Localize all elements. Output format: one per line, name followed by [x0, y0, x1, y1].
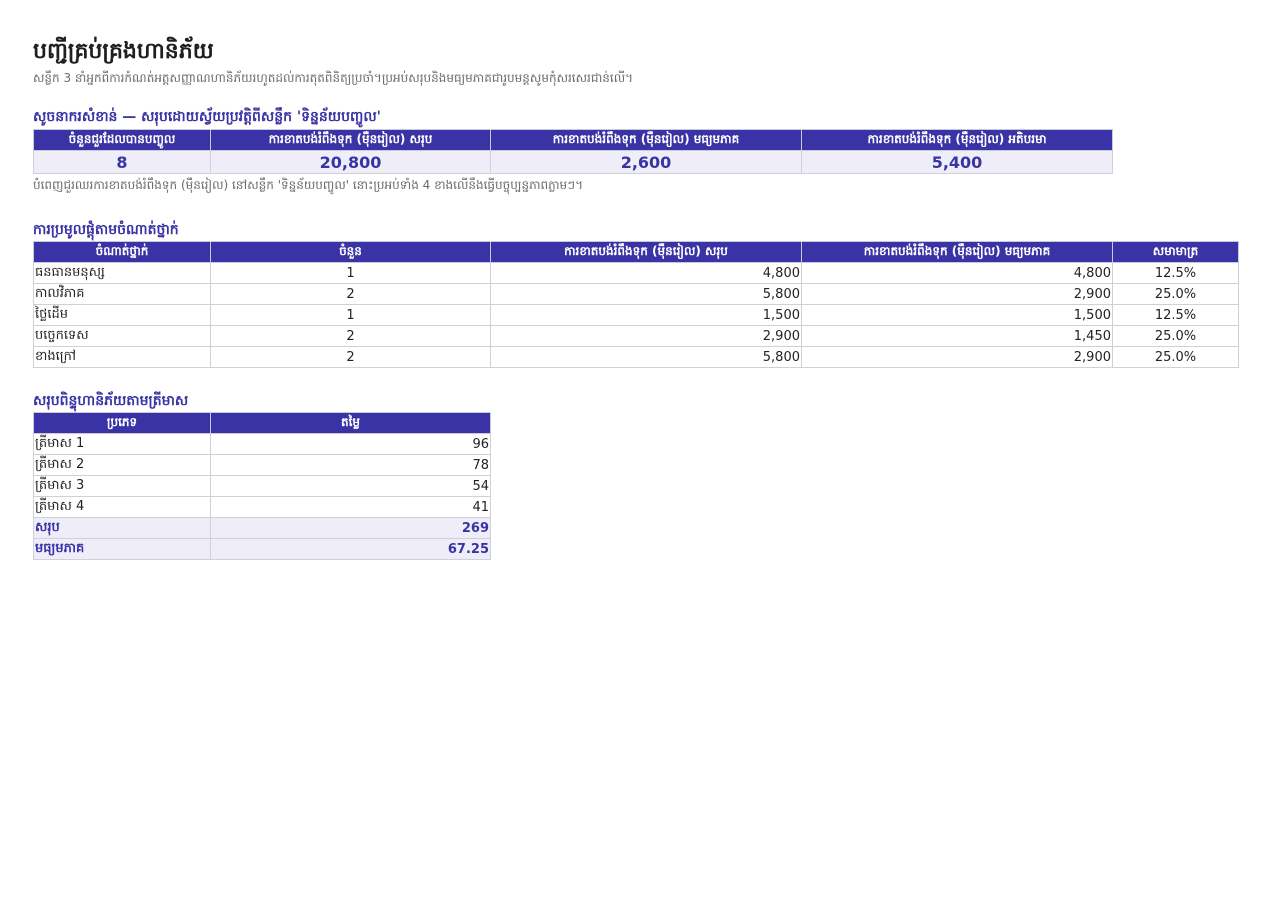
kpi-header-cell[interactable]: ការខាតបង់រំពឹងទុក (ម៉ឺនរៀល) អតិបរមា	[802, 130, 1113, 151]
average-loss-cell[interactable]: 1,500	[802, 305, 1113, 326]
kpi-header-cell[interactable]: ចំនួនជួរដែលបានបញ្ចូល	[34, 130, 211, 151]
table-row	[34, 476, 491, 497]
kpi-header-cell[interactable]: ការខាតបង់រំពឹងទុក (ម៉ឺនរៀល) សរុប	[211, 130, 491, 151]
distribution-header-cell[interactable]: ការខាតបង់រំពឹងទុក (ម៉ឺនរៀល) សរុប	[491, 242, 802, 263]
kpi-section-title: សូចនាករសំខាន់ — សរុបដោយស្វ័យប្រវត្តិពីសន្លឹក 'ទិន្នន័យបញ្ចូល'	[33, 109, 381, 125]
table-row	[34, 263, 1239, 284]
kpi-average-loss-cell[interactable]: 2,600	[491, 151, 802, 174]
table-row	[34, 326, 1239, 347]
average-loss-cell[interactable]: 1,450	[802, 326, 1113, 347]
total-loss-cell[interactable]: 5,800	[491, 347, 802, 368]
average-loss-cell[interactable]: 2,900	[802, 347, 1113, 368]
page-title: បញ្ជីគ្រប់គ្រងហានិភ័យ	[33, 39, 214, 64]
category-cell[interactable]: ថ្លៃដើម	[34, 305, 211, 326]
ratio-cell[interactable]: 25.0%	[1113, 284, 1239, 305]
total-loss-cell[interactable]: 1,500	[491, 305, 802, 326]
average-loss-cell[interactable]: 2,900	[802, 284, 1113, 305]
total-loss-cell[interactable]: 5,800	[491, 284, 802, 305]
total-loss-cell[interactable]: 4,800	[491, 263, 802, 284]
count-cell[interactable]: 1	[211, 263, 491, 284]
distribution-header-cell[interactable]: ការខាតបង់រំពឹងទុក (ម៉ឺនរៀល) មធ្យមភាគ	[802, 242, 1113, 263]
kpi-note: បំពេញជួរឈរការខាតបង់រំពឹងទុក (ម៉ឺនរៀល) នៅសន្លឹក 'ទិន្នន័យបញ្ចូល' នោះប្រអប់ទាំង 4 ខាងលើនឹងធ្វើបច្ចុប្បន្នភាពភ្លាមៗ។	[33, 178, 583, 192]
distribution-section-title: ការប្រមូលផ្តុំតាមចំណាត់ថ្នាក់	[33, 222, 179, 238]
distribution-header-row	[34, 242, 1239, 263]
quarterly-header-cell[interactable]: តម្លៃ	[211, 413, 491, 434]
ratio-cell[interactable]: 25.0%	[1113, 347, 1239, 368]
quarterly-header-row	[34, 413, 491, 434]
quarter-label-cell[interactable]: ត្រីមាស 4	[34, 497, 211, 518]
count-cell[interactable]: 1	[211, 305, 491, 326]
quarterly-section	[33, 392, 1272, 560]
total-loss-cell[interactable]: 2,900	[491, 326, 802, 347]
table-row	[34, 434, 491, 455]
table-row	[34, 455, 491, 476]
distribution-header-cell[interactable]: ចំណាត់ថ្នាក់	[34, 242, 211, 263]
ratio-cell[interactable]: 25.0%	[1113, 326, 1239, 347]
kpi-header-row	[34, 130, 1113, 151]
quarterly-section-title: សរុបពិន្ទុហានិភ័យតាមត្រីមាស	[33, 393, 189, 409]
average-value-cell[interactable]: 67.25	[211, 539, 491, 560]
count-cell[interactable]: 2	[211, 347, 491, 368]
table-row	[34, 347, 1239, 368]
count-cell[interactable]: 2	[211, 284, 491, 305]
distribution-header-cell[interactable]: សមាមាត្រ	[1113, 242, 1239, 263]
count-cell[interactable]: 2	[211, 326, 491, 347]
total-value-cell[interactable]: 269	[211, 518, 491, 539]
page-subtitle: សន្លឹក 3 នាំអ្នកពីការកំណត់អត្តសញ្ញាណហានិភ័យរហូតដល់ការតុតពិនិត្យប្រចាំ។ប្រអប់សរុបនិងមធ្យមភាគជារូបមន្តសូមកុំសរសេរជាន់លើ។	[33, 71, 634, 85]
total-row	[34, 518, 491, 539]
kpi-total-loss-cell[interactable]: 20,800	[211, 151, 491, 174]
table-row	[34, 284, 1239, 305]
quarter-value-cell[interactable]: 41	[211, 497, 491, 518]
kpi-section	[33, 108, 1272, 193]
table-row	[34, 497, 491, 518]
category-cell[interactable]: ធនធានមនុស្ស	[34, 263, 211, 284]
average-label-cell[interactable]: មធ្យមភាគ	[34, 539, 211, 560]
quarter-value-cell[interactable]: 78	[211, 455, 491, 476]
category-cell[interactable]: បច្ចេកទេស	[34, 326, 211, 347]
kpi-rows-entered-cell[interactable]: 8	[34, 151, 211, 174]
ratio-cell[interactable]: 12.5%	[1113, 263, 1239, 284]
kpi-table	[33, 129, 1113, 174]
quarter-label-cell[interactable]: ត្រីមាស 1	[34, 434, 211, 455]
distribution-table	[33, 241, 1239, 368]
distribution-section	[33, 221, 1272, 368]
distribution-header-cell[interactable]: ចំនួន	[211, 242, 491, 263]
quarter-value-cell[interactable]: 54	[211, 476, 491, 497]
quarter-value-cell[interactable]: 96	[211, 434, 491, 455]
quarterly-header-cell[interactable]: ប្រភេទ	[34, 413, 211, 434]
average-loss-cell[interactable]: 4,800	[802, 263, 1113, 284]
category-cell[interactable]: ខាងក្រៅ	[34, 347, 211, 368]
kpi-header-cell[interactable]: ការខាតបង់រំពឹងទុក (ម៉ឺនរៀល) មធ្យមភាគ	[491, 130, 802, 151]
ratio-cell[interactable]: 12.5%	[1113, 305, 1239, 326]
quarterly-table	[33, 412, 491, 560]
total-label-cell[interactable]: សរុប	[34, 518, 211, 539]
quarter-label-cell[interactable]: ត្រីមាស 3	[34, 476, 211, 497]
table-row	[34, 305, 1239, 326]
kpi-value-row	[34, 151, 1113, 174]
quarter-label-cell[interactable]: ត្រីមាស 2	[34, 455, 211, 476]
kpi-max-loss-cell[interactable]: 5,400	[802, 151, 1113, 174]
category-cell[interactable]: កាលវិភាគ	[34, 284, 211, 305]
average-row	[34, 539, 491, 560]
